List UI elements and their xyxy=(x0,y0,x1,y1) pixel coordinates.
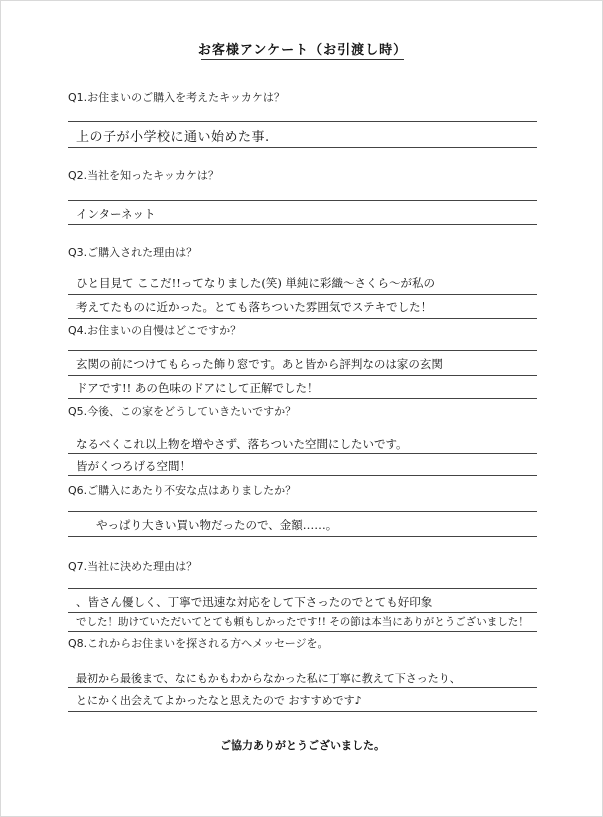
question-8-answer-1: 最初から最後まで、なにもかもわからなかった私に丁寧に教えて下さったり、 xyxy=(76,672,461,685)
answer-line xyxy=(68,318,537,319)
question-1-answer-1: 上の子が小学校に通い始めた事. xyxy=(76,130,270,145)
question-7-answer-2: でした！助けていただいてとても頼もしかったです!! その節は本当にありがとうございました！ xyxy=(76,616,529,628)
answer-line xyxy=(68,350,537,351)
question-7-answer-1: 、皆さん優しく、丁寧で迅速な対応をして下さったのでとても好印象 xyxy=(76,595,433,609)
answer-line xyxy=(68,475,537,476)
answer-line xyxy=(68,398,537,399)
closing-message: ご協力ありがとうございました。 xyxy=(220,739,385,752)
question-2-answer-1: インターネット xyxy=(76,207,156,221)
question-6-answer-1: やっぱり大きい買い物だったので、金額……。 xyxy=(96,518,338,532)
answer-line xyxy=(68,224,537,225)
question-2-label: Q2.当社を知ったキッカケは？ xyxy=(68,169,219,182)
question-7-label: Q7.当社に決めた理由は？ xyxy=(68,560,198,573)
answer-line xyxy=(68,294,537,295)
answer-line xyxy=(68,511,537,512)
question-1-label: Q1.お住まいのご購入を考えたキッカケは？ xyxy=(68,91,285,104)
question-6-label: Q6.ご購入にあたり不安な点はありましたか？ xyxy=(68,484,297,497)
answer-line xyxy=(68,147,537,148)
answer-line xyxy=(68,536,537,537)
answer-line xyxy=(68,612,537,613)
question-3-label: Q3.ご購入された理由は？ xyxy=(68,246,198,259)
title-underline xyxy=(201,59,404,60)
question-5-answer-2: 皆がくつろげる空間！ xyxy=(76,459,191,473)
answer-line xyxy=(68,687,537,688)
answer-line xyxy=(68,453,537,454)
question-8-answer-2: とにかく出会えてよかったなと思えたので おすすめです♪ xyxy=(76,694,362,707)
question-5-answer-1: なるべくこれ以上物を増やさず、落ちついた空間にしたいです。 xyxy=(76,437,408,451)
survey-title: お客様アンケート（お引渡し時） xyxy=(197,43,408,58)
question-4-answer-1: 玄関の前につけてもらった飾り窓です。あと皆から評判なのは家の玄関 xyxy=(76,357,443,371)
question-4-label: Q4.お住まいの自慢はどこですか？ xyxy=(68,324,242,337)
question-8-label: Q8.これからお住まいを探される方へメッセージを。 xyxy=(68,637,329,650)
answer-line xyxy=(68,711,537,712)
answer-line xyxy=(68,200,537,201)
question-5-label: Q5.今後、この家をどうしていきたいですか？ xyxy=(68,405,297,418)
answer-line xyxy=(68,588,537,589)
question-3-answer-1: ひと目見て ここだ!!ってなりました(笑) 単純に彩織〜さくら〜が私の xyxy=(76,276,436,290)
question-4-answer-2: ドアです!! あの色味のドアにして正解でした！ xyxy=(76,381,319,395)
answer-line xyxy=(68,375,537,376)
question-3-answer-2: 考えてたものに近かった。とても落ちついた雰囲気でステキでした！ xyxy=(76,300,433,314)
answer-line xyxy=(68,631,537,632)
answer-line xyxy=(68,121,537,122)
